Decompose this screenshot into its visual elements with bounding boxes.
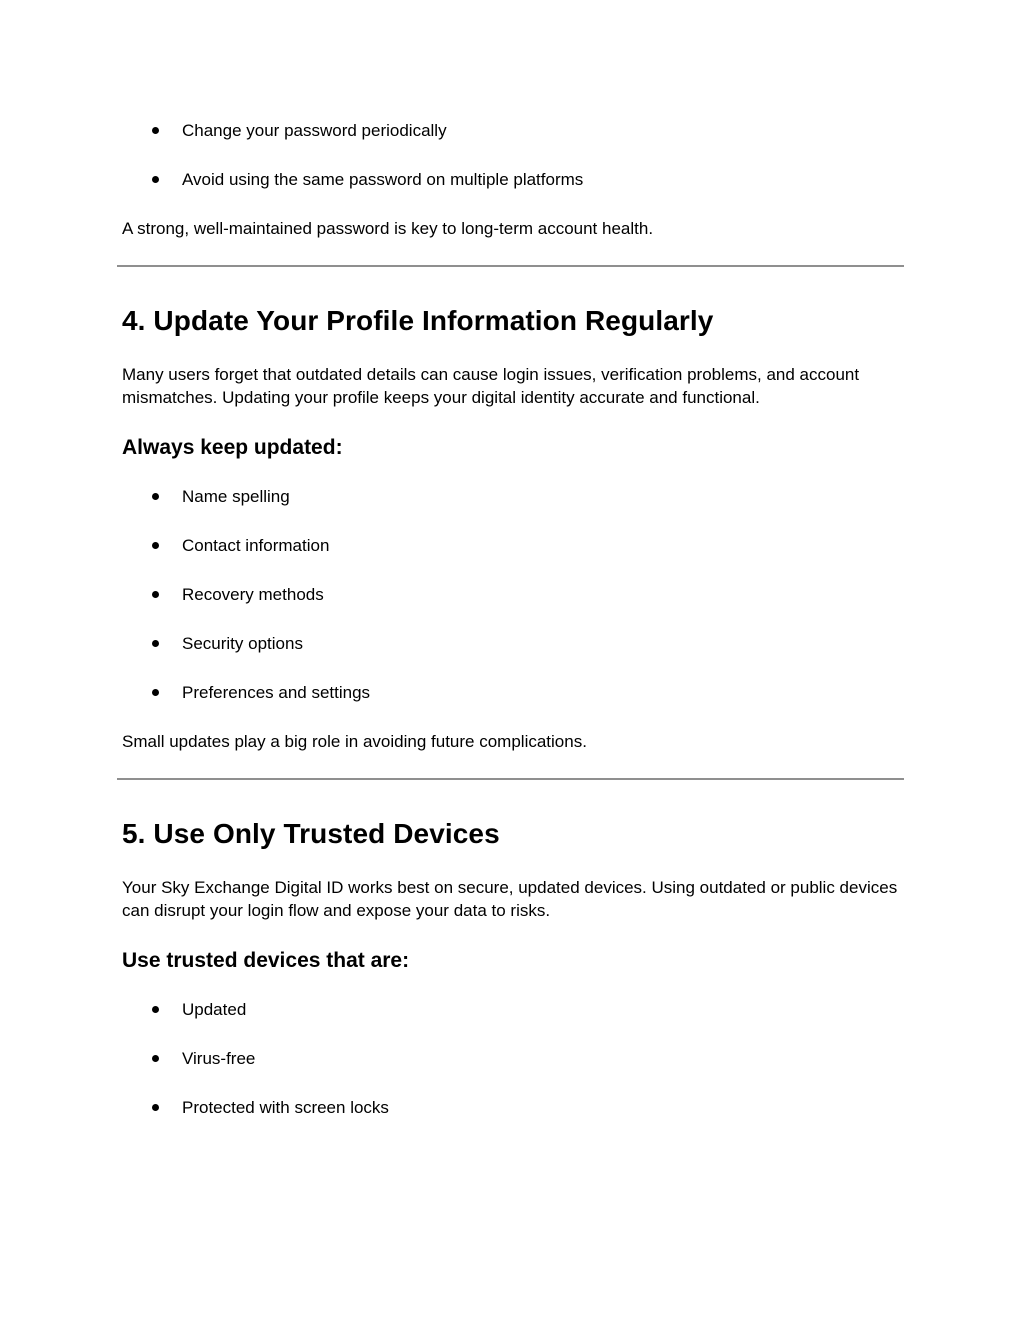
bullet-icon bbox=[152, 1006, 159, 1013]
section-divider bbox=[117, 778, 904, 780]
bullet-icon bbox=[152, 493, 159, 500]
section-divider bbox=[117, 265, 904, 267]
bullet-icon bbox=[152, 542, 159, 549]
list-item bbox=[122, 681, 904, 704]
list-item bbox=[122, 168, 904, 191]
list-item-text: Recovery methods bbox=[182, 585, 324, 604]
list-item bbox=[122, 583, 904, 606]
bullet-icon bbox=[152, 127, 159, 134]
list-item-text: Name spelling bbox=[182, 487, 290, 506]
bullet-icon bbox=[152, 1104, 159, 1111]
password-note-paragraph: A strong, well-maintained password is key to long-term account health. bbox=[122, 219, 654, 238]
keep-updated-list bbox=[122, 485, 904, 704]
section-5-subheading: Use trusted devices that are: bbox=[122, 949, 410, 972]
list-item bbox=[122, 1096, 904, 1119]
list-item bbox=[122, 1047, 904, 1070]
trusted-devices-list bbox=[122, 998, 904, 1119]
password-tips-list bbox=[122, 119, 904, 191]
bullet-icon bbox=[152, 591, 159, 598]
list-item bbox=[122, 119, 904, 142]
bullet-icon bbox=[152, 689, 159, 696]
list-item-text: Preferences and settings bbox=[182, 683, 371, 702]
bullet-icon bbox=[152, 1055, 159, 1062]
section-5-heading: 5. Use Only Trusted Devices bbox=[122, 818, 500, 849]
list-item bbox=[122, 632, 904, 655]
section-4-body-paragraph: Many users forget that outdated details can cause login issues, verification problems, and account mismatches. Updating your profile keeps your digital identity accurate and functional. bbox=[122, 365, 860, 407]
list-item-text: Virus-free bbox=[182, 1049, 256, 1068]
bullet-icon bbox=[152, 176, 159, 183]
list-item-text: Contact information bbox=[182, 536, 330, 555]
section-4-heading: 4. Update Your Profile Information Regularly bbox=[122, 305, 714, 336]
bullet-icon bbox=[152, 640, 159, 647]
list-item-text: Protected with screen locks bbox=[182, 1098, 389, 1117]
list-item bbox=[122, 485, 904, 508]
list-item-text: Change your password periodically bbox=[182, 121, 447, 140]
section-4-subheading: Always keep updated: bbox=[122, 436, 343, 459]
list-item-text: Updated bbox=[182, 1000, 247, 1019]
list-item bbox=[122, 998, 904, 1021]
section-5-body-paragraph: Your Sky Exchange Digital ID works best on secure, updated devices. Using outdated or public devices can disrupt your login flow and expose your data to risks. bbox=[122, 878, 898, 920]
list-item-text: Avoid using the same password on multiple platforms bbox=[182, 170, 584, 189]
section-4-note-paragraph: Small updates play a big role in avoiding future complications. bbox=[122, 732, 587, 751]
list-item bbox=[122, 534, 904, 557]
list-item-text: Security options bbox=[182, 634, 303, 653]
